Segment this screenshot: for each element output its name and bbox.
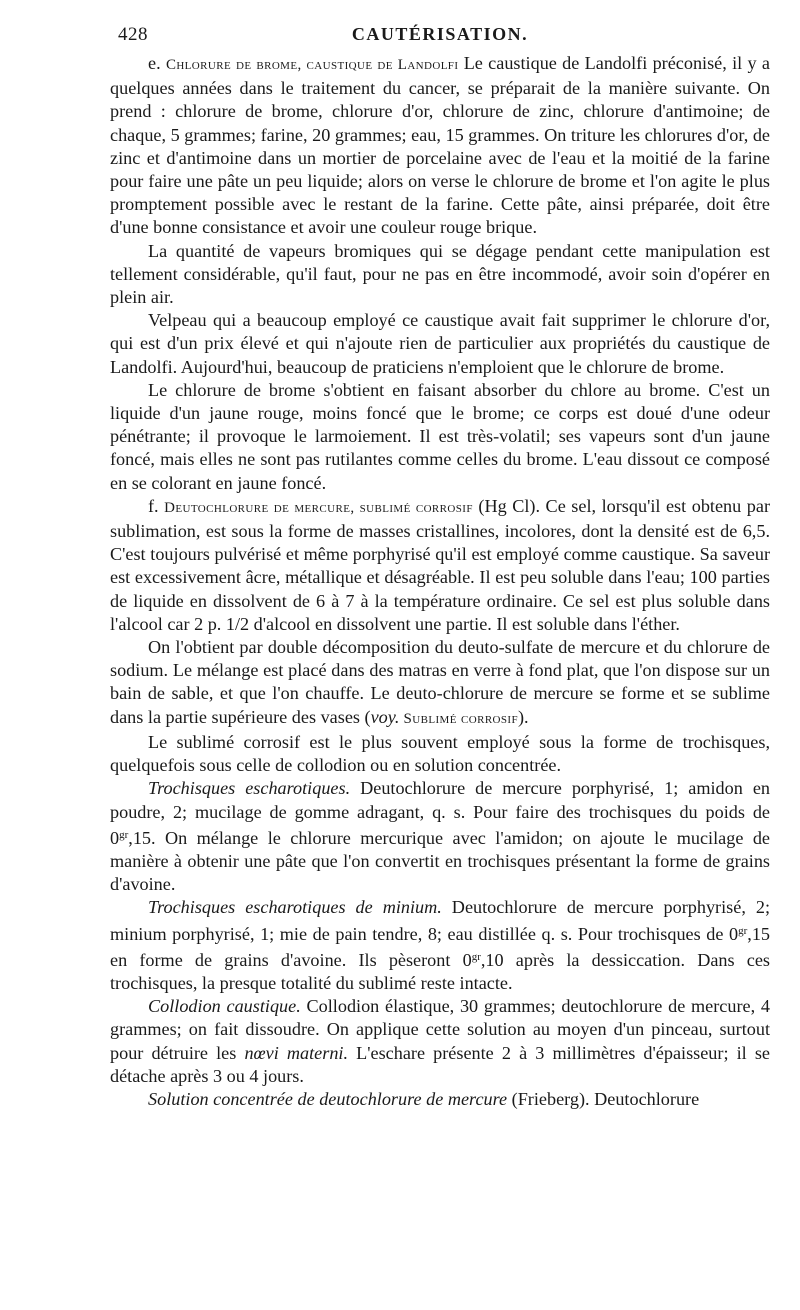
page-number: 428 bbox=[118, 24, 148, 45]
recipe-title: Trochisques escharotiques. bbox=[148, 778, 351, 799]
paragraph-chlorure-de-brome: Le chlorure de brome s'obtient en faisant absorber du chlore au brome. C'est un liquide d'un jaune rouge, moins foncé que le brome; ce corps est doué d'une odeur pénétrante; il provoque le larmoiement. Il est très-volatil; ses vapeurs sont d'un jaune foncé, mais elles ne sont pas rutilantes comme celles du brome. L'eau dissout ce composé en se colorant en jaune foncé. bbox=[110, 379, 770, 493]
unit-superscript: gr bbox=[119, 828, 129, 841]
recipe-text: ,10 après la dessiccation. Dans ces trochisques, la presque totalité du sublimé reste intacte. bbox=[110, 949, 770, 993]
paragraph-solution-concentree bbox=[110, 1088, 770, 1111]
section-label: e. bbox=[148, 53, 161, 73]
paragraph-sublime-corrosif bbox=[110, 495, 770, 636]
recipe-title: Trochisques escharotiques de minium. bbox=[148, 897, 442, 918]
recipe-text: Deutochlorure de mercure porphyrisé, 1; amidon en poudre, 2; mucilage de gomme adragant, q. s. Pour faire des trochisques du poids de 0 bbox=[110, 778, 770, 848]
recipe-text: (Frieberg). Deutochlorure bbox=[507, 1088, 700, 1109]
section-title: Deutochlorure de mercure, sublimé corrosif bbox=[164, 499, 473, 516]
unit-superscript: gr bbox=[471, 950, 481, 963]
recipe-text: Collodion élastique, 30 grammes; deutochlorure de mercure, 4 grammes; on fait dissoudre. On applique cette solution au moyen d'un pinceau, surtout pour détruire les bbox=[110, 996, 770, 1063]
book-page bbox=[110, 18, 770, 1111]
cross-reference-target: Sublimé corrosif bbox=[399, 710, 518, 727]
paragraph-text: On l'obtient par double décomposition du deuto-sulfate de mercure et du chlorure de sodium. Le mélange est placé dans des matras en verre à fond plat, que l'on dispose sur un bain de sable, et que l'on chauffe. Le deuto-chlorure de mercure se forme et se sublime dans la partie supérieure des vases ( bbox=[110, 637, 770, 727]
paragraph-text: Ce sel, lorsqu'il est obtenu par sublimation, est sous la forme de masses cristallines, incolores, dont la densité est de 6,5. C'est toujours pulvérisé et même porphyrisé qu'il est employé comme caustique. Sa saveur est excessivement âcre, métallique et désagréable. Il est peu soluble dans l'eau; 100 parties de liquide en dissolvent de 6 à 7 à la température ordinaire. Ce sel est plus soluble dans l'alcool car 2 p. 1/2 d'alcool en dissolvent une partie. Il est soluble dans l'éther. bbox=[110, 495, 771, 634]
paragraph-text: Le caustique de Landolfi préconisé, il y a quelques années dans le traitement du cancer, se préparait de la manière suivante. On prend : chlorure de brome, chlorure d'or, chlorure de zinc, chlorure d'antimoine; de chaque, 5 grammes; farine, 20 grammes; eau, 15 grammes. On triture les chlorures d'or, de zinc et d'antimoine dans un mortier de porcelaine avec de l'eau et la moitié de la farine pour faire une pâte un peu liquide; alors on verse le chlorure de brome et l'on agite le plus promptement possible avec le restant de la farine. Cette pâte, ainsi préparée, doit être d'une bonne consistance et avoir une couleur rouge brique. bbox=[110, 53, 770, 238]
paragraph-bromic-vapours: La quantité de vapeurs bromiques qui se dégage pendant cette manipulation est tellement considérable, qu'il faut, pour ne pas en être incommodé, avoir soin d'opérer en plein air. bbox=[110, 240, 770, 308]
paragraph-trochisques-escharotiques bbox=[110, 777, 770, 896]
recipe-text: ,15. On mélange le chlorure mercurique avec l'amidon; on ajoute le mucilage de manière à obtenir une pâte que l'on convertit en trochisques présentant la forme de grains d'avoine. bbox=[110, 827, 770, 895]
cross-reference-voy: voy. bbox=[370, 706, 400, 727]
paragraph-preparation bbox=[110, 636, 770, 731]
paragraph-trochisques-minium bbox=[110, 896, 770, 995]
recipe-title: Solution concentrée de deutochlorure de mercure bbox=[148, 1088, 508, 1109]
paragraph-text-end: ). bbox=[518, 706, 529, 727]
paragraph-landolfi-caustic bbox=[110, 52, 770, 240]
section-title: Chlorure de brome, caustique de Landolfi bbox=[165, 57, 459, 73]
running-title: CAUTÉRISATION. bbox=[351, 24, 529, 44]
latin-term: nœvi materni. bbox=[244, 1042, 349, 1063]
paragraph-velpeau: Velpeau qui a beaucoup employé ce caustique avait fait supprimer le chlorure d'or, qui est d'un prix élevé et qui n'ajoute rien de particulier aux propriétés du caustique de Landolfi. Aujourd'hui, beaucoup de praticiens n'emploient que le chlorure de brome. bbox=[110, 310, 770, 377]
body-text bbox=[110, 52, 770, 1111]
paragraph-collodion-caustique bbox=[110, 995, 770, 1088]
recipe-title: Collodion caustique. bbox=[148, 996, 301, 1017]
unit-superscript: gr bbox=[738, 924, 748, 937]
recipe-text: Deutochlorure de mercure porphyrisé, 2; minium porphyrisé, 1; mie de pain tendre, 8; eau distillée q. s. Pour trochisques de 0 bbox=[110, 897, 770, 944]
recipe-text: L'eschare présente 2 à 3 millimètres d'épaisseur; il se détache après 3 ou 4 jours. bbox=[110, 1042, 770, 1086]
recipe-text: ,15 en forme de grains d'avoine. Ils pèseront 0 bbox=[110, 923, 770, 970]
running-head bbox=[110, 18, 770, 52]
paragraph-usage-forms: Le sublimé corrosif est le plus souvent employé sous la forme de trochisques, quelquefois sous celle de collodion ou en solution concentrée. bbox=[110, 731, 770, 776]
section-label: f. bbox=[148, 495, 159, 516]
chemical-formula: (Hg Cl). bbox=[472, 495, 541, 516]
